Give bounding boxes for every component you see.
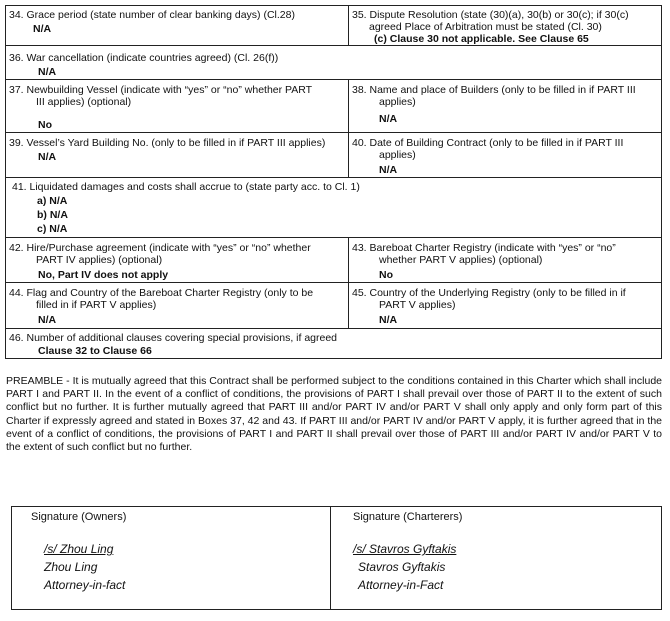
box-41	[5, 177, 662, 238]
box-43	[348, 237, 662, 283]
box-43-label-1: 43. Bareboat Charter Registry (indicate with “yes” or “no”	[352, 242, 616, 254]
signature-owners-title: Attorney-in-fact	[44, 578, 126, 592]
box-45-value: N/A	[379, 314, 398, 326]
box-39-label: 39. Vessel’s Yard Building No. (only to be filled in if PART III applies)	[9, 137, 326, 149]
signature-charterers-sig: /s/ Stavros Gyftakis	[353, 542, 457, 556]
preamble-text: PREAMBLE - It is mutually agreed that this Contract shall be performed subject to the conditions contained in this Charter which shall include PART I and PART II. In the event of a conflict of conditions, the provisions of PART I shall prevail over those of PART II to the extent of such conflict but no further. It is further mutually agreed that PART III and/or PART IV and/or PART V shall only apply and only form part of this Charter if expressly agreed and stated in Boxes 37, 42 and 43. If PART III and/or PART IV and/or PART V apply, it is further agreed that in the event of a conflict of conditions, the provisions of PART I and PART II shall prevail over those of PART III and/or PART IV and/or PART V to the extent of such conflict but no further.	[6, 375, 662, 454]
signature-owners-label: Signature (Owners)	[31, 511, 127, 523]
box-37-value: No	[38, 119, 52, 131]
box-42-value: No, Part IV does not apply	[38, 269, 169, 281]
box-44-label-1: 44. Flag and Country of the Bareboat Charter Registry (only to be	[9, 287, 314, 299]
signature-charterers-title: Attorney-in-Fact	[358, 578, 444, 592]
box-41-value-b: b) N/A	[37, 209, 68, 221]
signature-owners-sig: /s/ Zhou Ling	[44, 542, 114, 556]
signature-charterers-label: Signature (Charterers)	[353, 511, 463, 523]
box-36-value: N/A	[38, 66, 57, 78]
box-46-value: Clause 32 to Clause 66	[38, 345, 152, 357]
box-34	[5, 5, 349, 46]
box-41-label: 41. Liquidated damages and costs shall accrue to (state party acc. to Cl. 1)	[12, 181, 360, 193]
box-40-label-1: 40. Date of Building Contract (only to be filled in if PART III	[352, 137, 624, 149]
box-43-value: No	[379, 269, 393, 281]
box-41-value-c: c) N/A	[37, 223, 68, 235]
box-45-label-2: PART V applies)	[379, 299, 456, 311]
box-39	[5, 132, 349, 178]
box-36-label: 36. War cancellation (indicate countries agreed) (Cl. 26(f))	[9, 52, 279, 64]
box-37	[5, 79, 349, 133]
box-34-label: 34. Grace period (state number of clear banking days) (Cl.28)	[9, 9, 295, 21]
box-35-value: (c) Clause 30 not applicable. See Clause 65	[374, 33, 589, 45]
signature-owners-box	[11, 506, 331, 610]
box-40-value: N/A	[379, 164, 398, 176]
box-38-value: N/A	[379, 113, 398, 125]
signature-charterers-name: Stavros Gyftakis	[358, 560, 446, 574]
signature-owners-name: Zhou Ling	[44, 560, 98, 574]
box-41-value-a: a) N/A	[37, 195, 68, 207]
box-36	[5, 45, 662, 80]
box-38-label-1: 38. Name and place of Builders (only to be filled in if PART III	[352, 84, 636, 96]
box-35	[348, 5, 662, 46]
signature-charterers-box	[330, 506, 662, 610]
box-37-label-2: III applies) (optional)	[36, 96, 132, 108]
box-42	[5, 237, 349, 283]
box-40	[348, 132, 662, 178]
box-46-label: 46. Number of additional clauses covering special provisions, if agreed	[9, 332, 338, 344]
box-40-label-2: applies)	[379, 149, 416, 161]
box-42-label-2: PART IV applies) (optional)	[36, 254, 163, 266]
box-35-label-2: agreed Place of Arbitration must be stated (Cl. 30)	[369, 21, 602, 33]
box-35-label-1: 35. Dispute Resolution (state (30)(a), 30(b) or 30(c); if 30(c)	[352, 9, 629, 21]
box-45	[348, 282, 662, 329]
box-37-label-1: 37. Newbuilding Vessel (indicate with “yes” or “no” whether PART	[9, 84, 313, 96]
box-34-value: N/A	[33, 23, 52, 35]
box-42-label-1: 42. Hire/Purchase agreement (indicate with “yes” or “no” whether	[9, 242, 311, 254]
box-38	[348, 79, 662, 133]
box-38-label-2: applies)	[379, 96, 416, 108]
box-44-value: N/A	[38, 314, 57, 326]
box-39-value: N/A	[38, 151, 57, 163]
box-44	[5, 282, 349, 329]
box-43-label-2: whether PART V applies) (optional)	[379, 254, 543, 266]
box-44-label-2: filled in if PART V applies)	[36, 299, 157, 311]
box-45-label-1: 45. Country of the Underlying Registry (only to be filled in if	[352, 287, 626, 299]
box-46	[5, 328, 662, 359]
